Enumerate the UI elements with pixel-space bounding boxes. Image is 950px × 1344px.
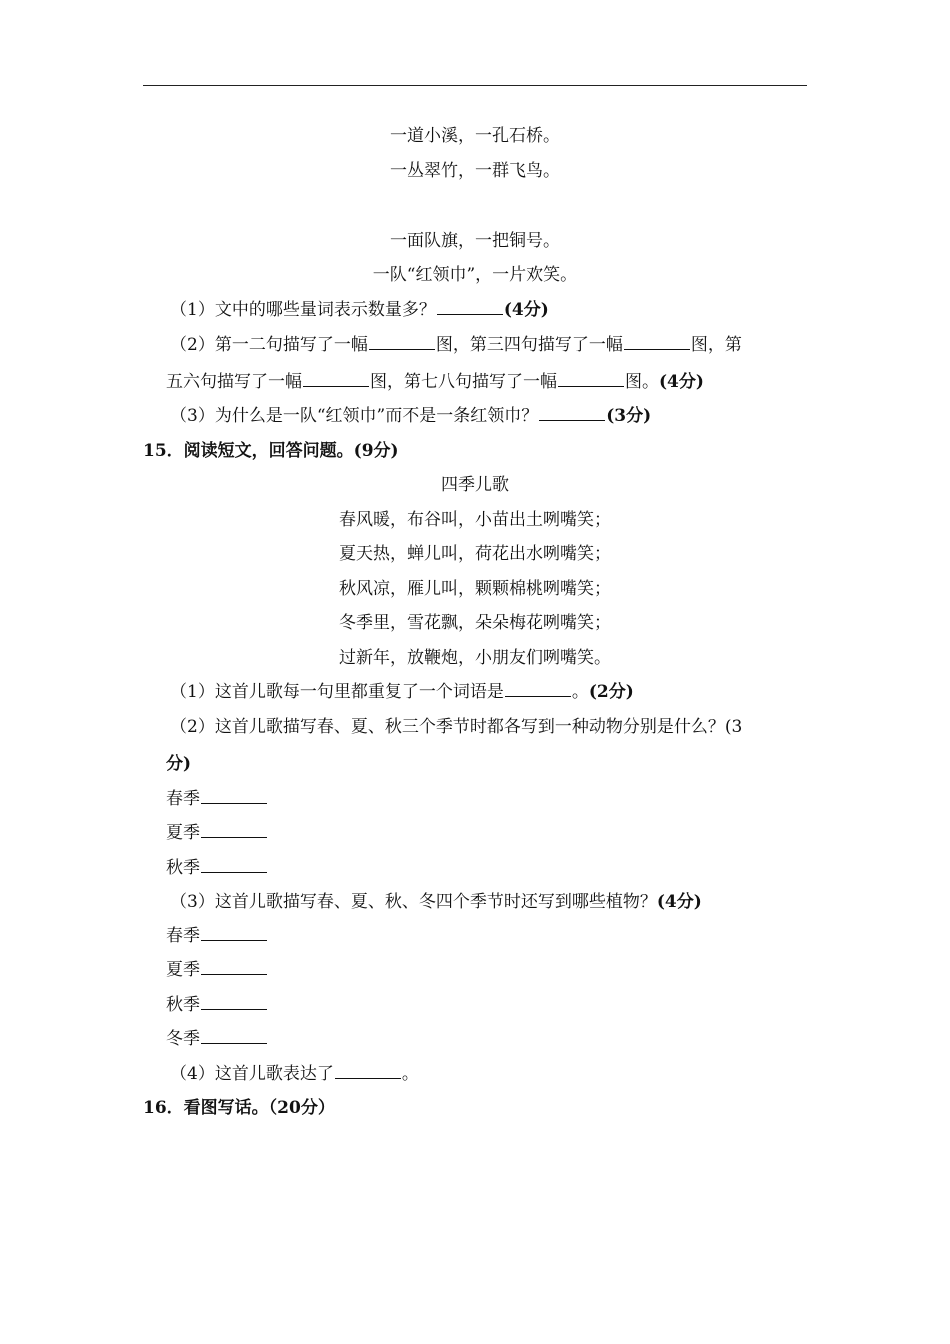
answer-blank[interactable] <box>201 822 267 838</box>
q14-part2-cont: 五六句描写了一幅 图，第七八句描写了一幅 图。(4分) <box>166 372 704 392</box>
answer-blank[interactable] <box>201 994 267 1010</box>
q15-p2-autumn: 秋季 <box>166 857 268 879</box>
q15-title: 15．阅读短文，回答问题。(9分) <box>143 441 399 461</box>
poem2-title: 四季儿歌 <box>441 475 509 495</box>
answer-blank[interactable] <box>201 925 267 941</box>
q15-p2-spring: 春季 <box>166 788 268 810</box>
q15-p3-summer: 夏季 <box>166 959 268 981</box>
q15-p2-summer: 夏季 <box>166 822 268 844</box>
poem2-line-4: 冬季里，雪花飘，朵朵梅花咧嘴笑； <box>339 613 611 633</box>
q14-part1: （1）文中的哪些量词表示数量多？ (4分) <box>170 300 549 320</box>
poem1-line-3: 一面队旗，一把铜号。 <box>390 231 560 251</box>
answer-blank[interactable] <box>201 1028 267 1044</box>
answer-blank[interactable] <box>558 371 624 387</box>
poem2-line-5: 过新年，放鞭炮，小朋友们咧嘴笑。 <box>339 648 611 668</box>
q15-part2-cont: 分) <box>166 754 192 774</box>
answer-blank[interactable] <box>624 334 690 350</box>
answer-blank[interactable] <box>335 1063 401 1079</box>
poem2-line-1: 春风暖，布谷叫，小苗出土咧嘴笑； <box>339 510 611 530</box>
answer-blank[interactable] <box>369 334 435 350</box>
q16-title: 16．看图写话。（20分） <box>143 1098 335 1118</box>
poem2-line-3: 秋风凉，雁儿叫，颗颗棉桃咧嘴笑； <box>339 579 611 599</box>
poem2-line-2: 夏天热，蝉儿叫，荷花出水咧嘴笑； <box>339 544 611 564</box>
poem1-line-1: 一道小溪，一孔石桥。 <box>390 126 560 146</box>
q15-part3: （3）这首儿歌描写春、夏、秋、冬四个季节时还写到哪些植物？(4分) <box>170 892 702 912</box>
q15-p3-autumn: 秋季 <box>166 994 268 1016</box>
q15-part2: （2）这首儿歌描写春、夏、秋三个季节时都各写到一种动物分别是什么？(3 <box>170 717 743 737</box>
answer-blank[interactable] <box>539 405 605 421</box>
q14-part3: （3）为什么是一队“红领巾”而不是一条红领巾？ (3分) <box>170 406 652 426</box>
poem1-line-2: 一丛翠竹，一群飞鸟。 <box>390 161 560 181</box>
q15-p3-winter: 冬季 <box>166 1028 268 1050</box>
answer-blank[interactable] <box>437 299 503 315</box>
q14-part2: （2）第一二句描写了一幅 图，第三四句描写了一幅 图，第 <box>170 335 742 355</box>
header-rule <box>143 85 807 86</box>
q15-part1: （1）这首儿歌每一句里都重复了一个词语是 。(2分) <box>170 682 634 702</box>
answer-blank[interactable] <box>303 371 369 387</box>
answer-blank[interactable] <box>505 681 571 697</box>
answer-blank[interactable] <box>201 959 267 975</box>
answer-blank[interactable] <box>201 788 267 804</box>
q15-p3-spring: 春季 <box>166 925 268 947</box>
poem1-line-4: 一队“红领巾”，一片欢笑。 <box>372 265 578 285</box>
q15-part4: （4）这首儿歌表达了 。 <box>170 1064 419 1084</box>
answer-blank[interactable] <box>201 857 267 873</box>
